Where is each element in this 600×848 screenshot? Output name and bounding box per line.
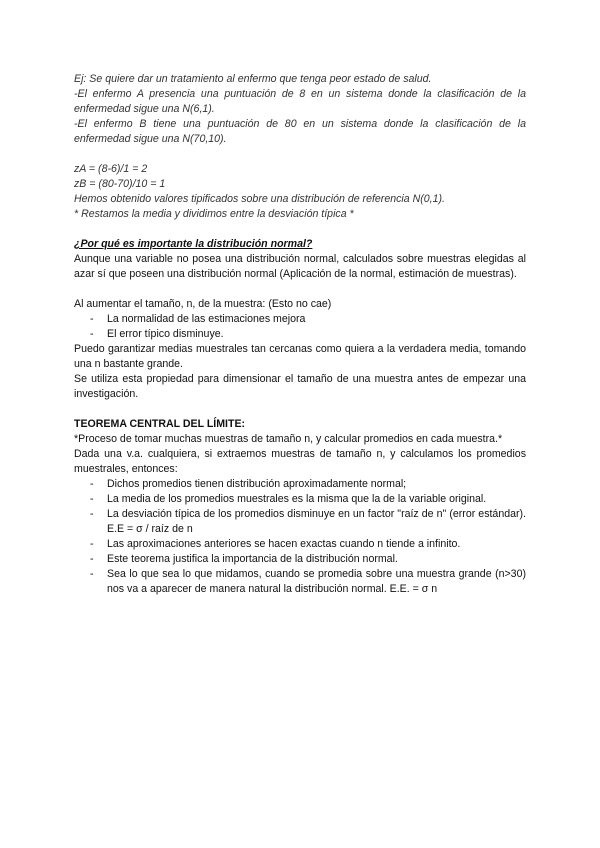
list-item: - Dichos promedios tienen distribución aproximadamente normal;: [74, 477, 526, 492]
list-item: - La normalidad de las estimaciones mejora: [74, 312, 526, 327]
sample-bullet-list: [74, 312, 526, 342]
spacer: [74, 402, 526, 417]
example-patient-a: -El enfermo A presencia una puntuación de 8 en un sistema donde la clasificación de la enfermedad sigue una N(6,1).: [74, 88, 526, 115]
list-item: - Las aproximaciones anteriores se hacen exactas cuando n tiende a infinito.: [74, 537, 526, 552]
spacer: [74, 282, 526, 297]
normal-paragraph: Aunque una variable no posea una distribución normal, calculados sobre muestras elegidas al azar sí que poseen una distribución normal (Aplicación de la normal, estimación de muestras).: [74, 253, 526, 280]
tcl-bullet-list: [74, 477, 526, 597]
tcl-intro: Dada una v.a. cualquiera, si extraemos muestras de tamaño n, y calculamos los promedios muestrales, entonces:: [74, 448, 526, 475]
list-item: - Sea lo que sea lo que midamos, cuando se promedia sobre una muestra grande (n>30) nos va a aparecer de manera natural la distribución normal. E.E. = σ n: [74, 567, 526, 597]
sample-intro: Al aumentar el tamaño, n, de la muestra: (Esto no cae): [74, 298, 332, 310]
list-item: - La desviación típica de los promedios disminuye en un factor "raíz de n" (error estándar). E.E = σ / raíz de n: [74, 507, 526, 537]
list-item: - El error típico disminuye.: [74, 327, 526, 342]
example-zb: zB = (80-70)/10 = 1: [74, 178, 166, 190]
example-za: zA = (8-6)/1 = 2: [74, 163, 148, 175]
example-intro: Ej: Se quiere dar un tratamiento al enfermo que tenga peor estado de salud.: [74, 73, 432, 85]
normal-heading: ¿Por qué es importante la distribución normal?: [74, 238, 313, 250]
document-content: [74, 72, 526, 597]
example-patient-b: -El enfermo B tiene una puntuación de 80 en un sistema donde la clasificación de la enfermedad sigue una N(70,10).: [74, 118, 526, 145]
list-item: - La media de los promedios muestrales es la misma que la de la variable original.: [74, 492, 526, 507]
tcl-heading: TEOREMA CENTRAL DEL LÍMITE:: [74, 418, 246, 430]
tcl-process: *Proceso de tomar muchas muestras de tamaño n, y calcular promedios en cada muestra.*: [74, 433, 503, 445]
example-conclusion: Hemos obtenido valores tipificados sobre una distribución de referencia N(0,1).: [74, 193, 445, 205]
example-note: * Restamos la media y dividimos entre la desviación típica *: [74, 208, 354, 220]
spacer: [74, 222, 526, 237]
normal-paragraph-2: Puedo garantizar medias muestrales tan cercanas como quiera a la verdadera media, tomando una n bastante grande.: [74, 343, 526, 370]
spacer: [74, 147, 526, 162]
normal-paragraph-3: Se utiliza esta propiedad para dimensionar el tamaño de una muestra antes de empezar una investigación.: [74, 373, 526, 400]
list-item: - Este teorema justifica la importancia de la distribución normal.: [74, 552, 526, 567]
